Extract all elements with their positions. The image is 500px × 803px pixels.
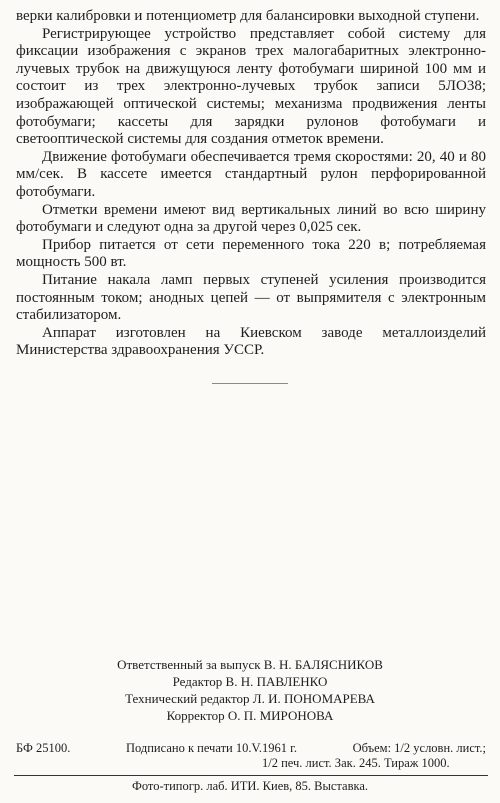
imprint-line bbox=[16, 741, 486, 756]
imprint-code: БФ 25100. bbox=[16, 741, 71, 755]
paragraph: Прибор питается от сети переменного тока 220 в; потребляемая мощность 500 вт. bbox=[16, 236, 486, 271]
paragraph: Регистрирующее устройство представляет собой систему для фиксации изображения с экранов трех малогабаритных электронно-лучевых трубок на движущуюся ленту фотобумаги шириной 100 мм и состоит из трех электронно-лучевых трубок записи 5ЛО38; изображающей оптической системы; механизма продвижения ленты фотобумаги; кассеты для зарядки рулонов фотобумаги и светооптической системы для создания отметок времени. bbox=[16, 25, 486, 148]
credits-block bbox=[0, 656, 500, 724]
footer-rule bbox=[14, 775, 488, 776]
imprint-volume: Объем: 1/2 условн. лист.; bbox=[352, 741, 486, 755]
credit-line: Ответственный за выпуск В. Н. БАЛЯСНИКОВ bbox=[117, 657, 383, 672]
printer-footer: Фото-типогр. лаб. ИТИ. Киев, 85. Выставка. bbox=[131, 779, 369, 793]
credit-line: Корректор О. П. МИРОНОВА bbox=[166, 708, 334, 723]
credit-line: Технический редактор Л. И. ПОНОМАРЕВА bbox=[125, 691, 375, 706]
paragraph: Аппарат изготовлен на Киевском заводе металлоизделий Министерства здравоохранения УССР. bbox=[16, 324, 486, 359]
paragraph: Отметки времени имеют вид вертикальных линий во всю ширину фотобумаги и следуют одна за другой через 0,025 сек. bbox=[16, 201, 486, 236]
imprint-block bbox=[16, 741, 486, 771]
imprint-signed: Подписано к печати 10.V.1961 г. bbox=[125, 741, 297, 755]
paragraph: Движение фотобумаги обеспечивается тремя скоростями: 20, 40 и 80 мм/сек. В кассете имеется стандартный рулон перфорированной фотобумаги. bbox=[16, 148, 486, 200]
section-divider bbox=[212, 383, 288, 384]
paragraph: Питание накала ламп первых ступеней усиления производится постоянным током; анодных цепей — от выпрямителя с электронным стабилизатором. bbox=[16, 271, 486, 324]
credit-line: Редактор В. Н. ПАВЛЕНКО bbox=[172, 674, 328, 689]
imprint-details: 1/2 печ. лист. Зак. 245. Тираж 1000. bbox=[262, 756, 450, 770]
body-text bbox=[16, 8, 486, 360]
paragraph: верки калибровки и потенциометр для балансировки выходной ступени. bbox=[16, 8, 480, 24]
